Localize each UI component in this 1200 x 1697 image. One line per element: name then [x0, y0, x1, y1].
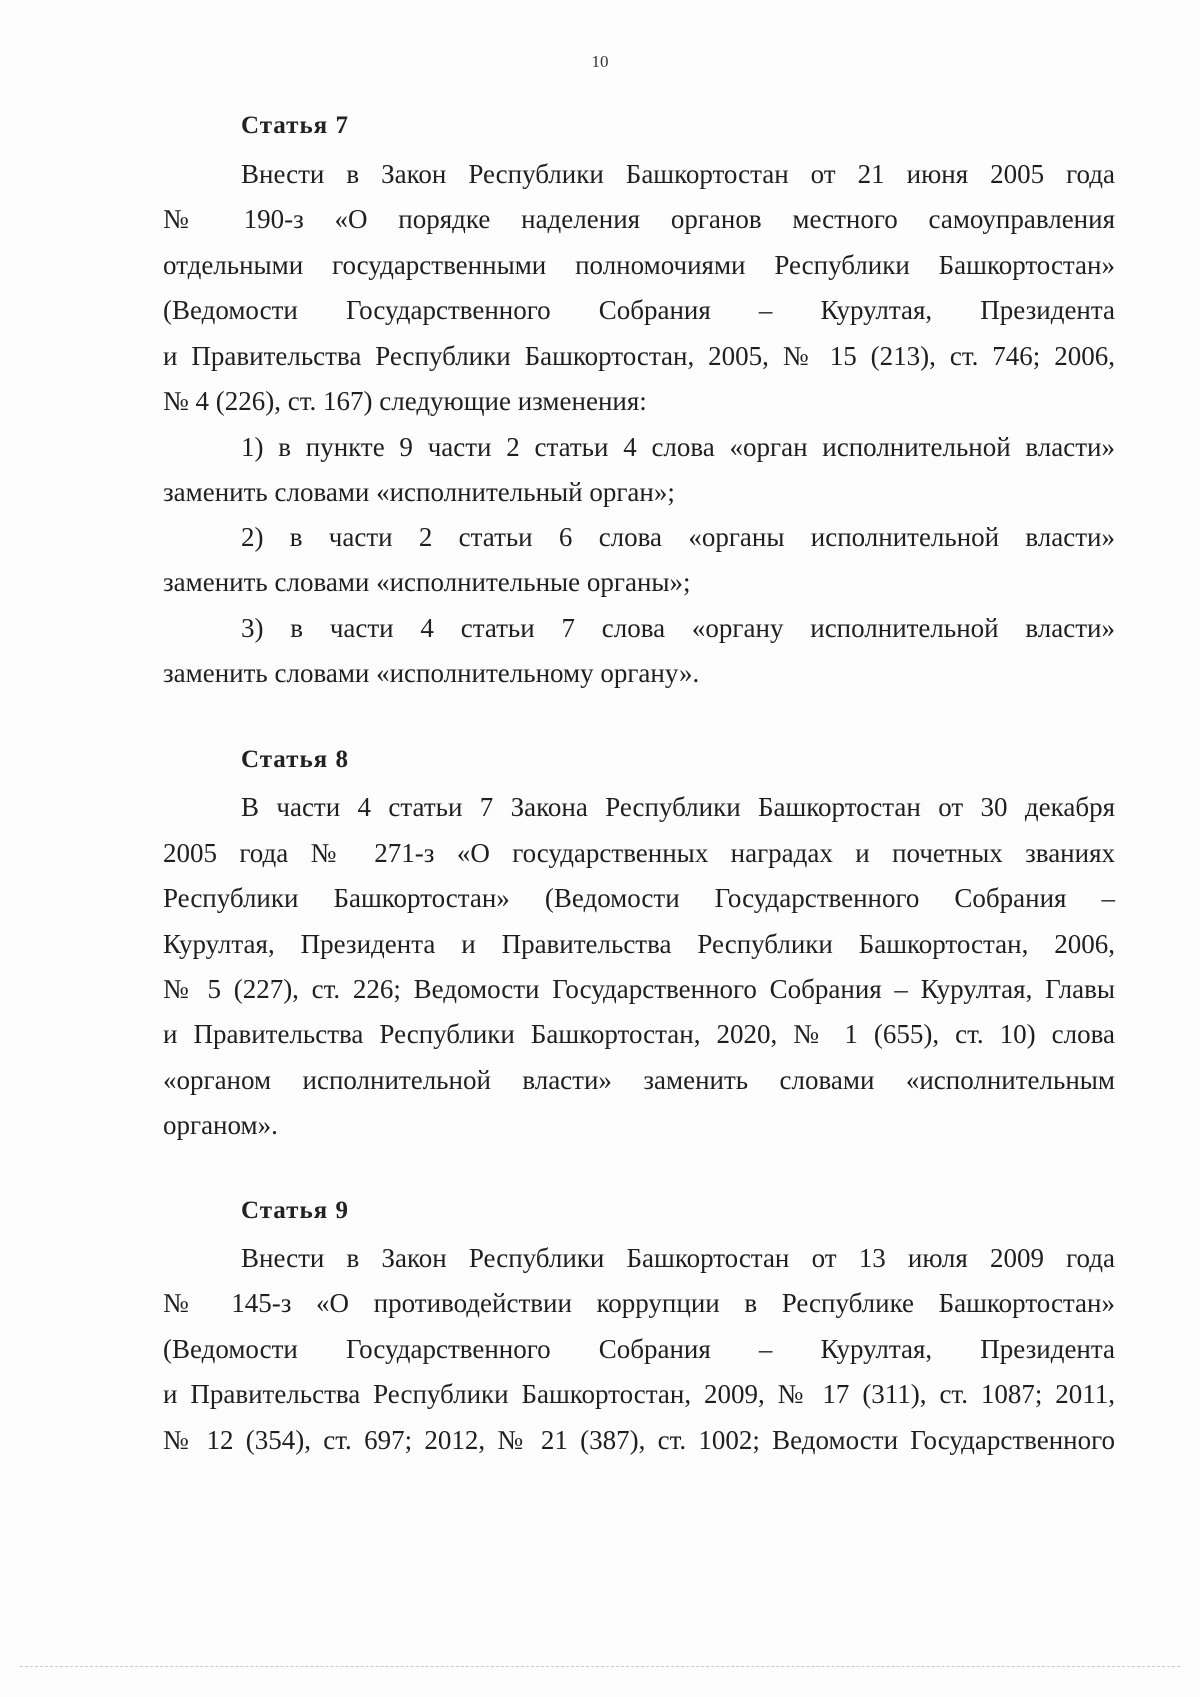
article-7-item-1: 1) в пункте 9 части 2 статьи 4 слова «орган исполнительной власти»	[241, 432, 1115, 462]
article-9-line-3: (Ведомости Государственного Собрания – Курултая, Президента	[163, 1334, 1115, 1364]
article-7-line-1: Внести в Закон Республики Башкортостан от 21 июня 2005 года	[241, 159, 1115, 189]
article-7-line-6: № 4 (226), ст. 167) следующие изменения:	[163, 386, 647, 416]
article-7-item-3-cont: заменить словами «исполнительному органу».	[163, 658, 700, 688]
article-8-line-2: 2005 года № 271-з «О государственных наградах и почетных званиях	[163, 838, 1115, 868]
article-9-heading: Статья 9	[241, 1197, 349, 1224]
article-7-line-3: отдельными государственными полномочиями Республики Башкортостан»	[163, 250, 1115, 280]
page-number: 10	[591, 52, 609, 71]
article-7-item-3: 3) в части 4 статьи 7 слова «органу исполнительной власти»	[241, 613, 1115, 643]
article-7-item-2: 2) в части 2 статьи 6 слова «органы исполнительной власти»	[241, 522, 1115, 552]
article-8-line-1: В части 4 статьи 7 Закона Республики Башкортостан от 30 декабря	[241, 792, 1115, 822]
article-8-line-6: и Правительства Республики Башкортостан, 2020, № 1 (655), ст. 10) слова	[163, 1019, 1115, 1049]
article-7-line-2: № 190-з «О порядке наделения органов местного самоуправления	[163, 204, 1115, 234]
article-9-line-1: Внести в Закон Республики Башкортостан от 13 июля 2009 года	[241, 1243, 1115, 1273]
article-7-item-1-cont: заменить словами «исполнительный орган»;	[163, 477, 675, 507]
article-8-line-7: «органом исполнительной власти» заменить словами «исполнительным	[163, 1065, 1115, 1095]
article-8-line-3: Республики Башкортостан» (Ведомости Государственного Собрания –	[163, 883, 1115, 913]
article-8-line-8: органом».	[163, 1110, 278, 1140]
article-9-line-5: № 12 (354), ст. 697; 2012, № 21 (387), ст. 1002; Ведомости Государственного	[163, 1425, 1115, 1455]
article-9-line-4: и Правительства Республики Башкортостан, 2009, № 17 (311), ст. 1087; 2011,	[163, 1379, 1115, 1409]
article-7-line-4: (Ведомости Государственного Собрания – Курултая, Президента	[163, 295, 1115, 325]
scan-bottom-edge	[20, 1666, 1180, 1667]
article-7-line-5: и Правительства Республики Башкортостан, 2005, № 15 (213), ст. 746; 2006,	[163, 341, 1115, 371]
article-8-heading: Статья 8	[241, 746, 349, 773]
article-9-line-2: № 145-з «О противодействии коррупции в Республике Башкортостан»	[163, 1288, 1115, 1318]
article-8-line-4: Курултая, Президента и Правительства Республики Башкортостан, 2006,	[163, 929, 1115, 959]
article-7-item-2-cont: заменить словами «исполнительные органы»;	[163, 567, 691, 597]
article-7-heading: Статья 7	[241, 112, 349, 139]
article-8-line-5: № 5 (227), ст. 226; Ведомости Государственного Собрания – Курултая, Главы	[163, 974, 1115, 1004]
